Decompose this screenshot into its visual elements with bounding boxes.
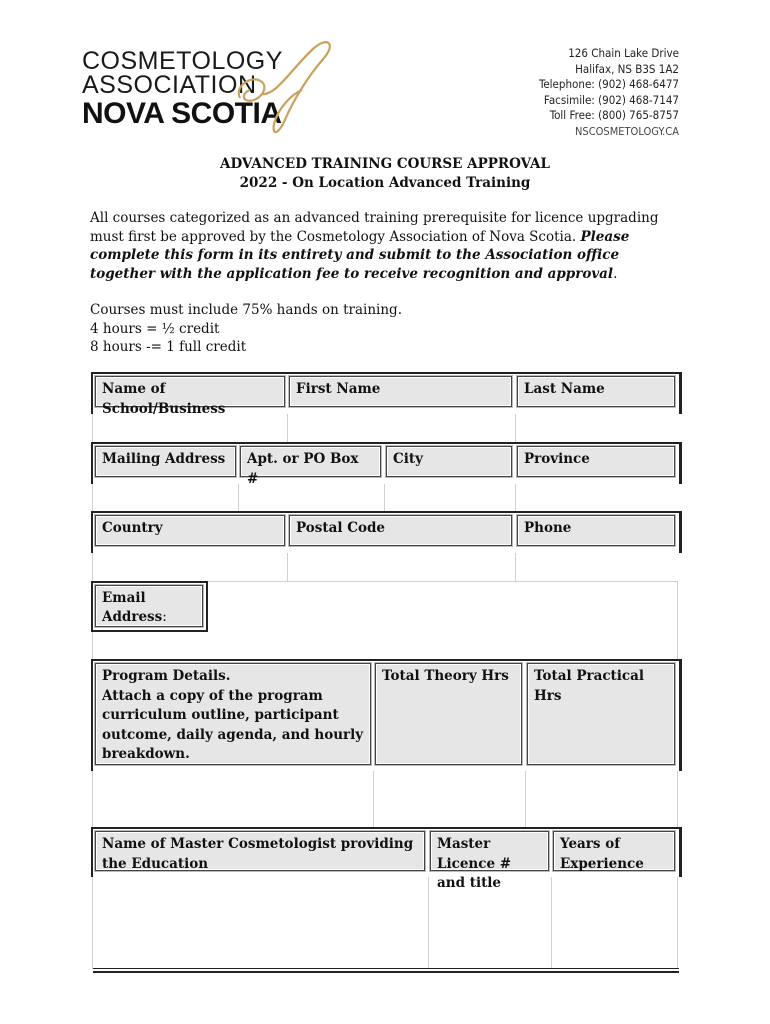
requirement-full-credit: 8 hours -= 1 full credit — [90, 339, 247, 356]
street: 126 Chain Lake Drive — [568, 46, 679, 60]
master-licence-label: Master Licence # and title — [430, 831, 549, 871]
country-label: Country — [95, 515, 285, 546]
total-theory-hrs-label: Total Theory Hrs — [375, 663, 522, 765]
phone-input[interactable] — [517, 553, 675, 581]
mailing-address-label: Mailing Address — [95, 446, 236, 477]
website[interactable]: NSCOSMETOLOGY.CA — [575, 124, 679, 138]
requirement-hands-on: Courses must include 75% hands on training. — [90, 302, 402, 318]
telephone: Telephone: (902) 468-6477 — [538, 77, 679, 91]
postal-code-input[interactable] — [289, 553, 513, 581]
email-input[interactable] — [212, 585, 674, 629]
intro-end: . — [613, 265, 618, 282]
email-label — [95, 585, 203, 627]
master-cosmetologist-label: Name of Master Cosmetologist providing the Education — [95, 831, 425, 871]
document-title — [0, 155, 770, 193]
country-input[interactable] — [95, 553, 285, 581]
total-practical-hrs-label: Total Practical Hrs — [527, 663, 675, 765]
association-address — [539, 46, 679, 139]
toll-free: Toll Free: (800) 765-8757 — [549, 108, 679, 122]
first-name-input[interactable] — [289, 414, 513, 442]
total-theory-hrs-input[interactable] — [375, 771, 523, 825]
master-cosmetologist-input[interactable] — [95, 877, 426, 967]
email-label-line-2: Address — [102, 609, 163, 625]
logo-script-of — [232, 38, 344, 138]
years-experience-input[interactable] — [553, 877, 675, 967]
city-input[interactable] — [386, 484, 513, 512]
apt-po-box-label: Apt. or PO Box # — [240, 446, 381, 477]
last-name-input[interactable] — [517, 414, 675, 442]
master-licence-input[interactable] — [430, 877, 549, 967]
association-logo — [82, 44, 342, 134]
postal-code-label: Postal Code — [289, 515, 512, 546]
total-practical-hrs-input[interactable] — [527, 771, 675, 825]
first-name-label: First Name — [289, 376, 512, 407]
requirement-half-credit: 4 hours = ½ credit — [90, 320, 220, 337]
province-input[interactable] — [517, 484, 675, 512]
years-experience-label: Years of Experience — [553, 831, 675, 871]
bottom-rule-2 — [93, 971, 679, 973]
logo-line-3: NOVA SCOTIA — [82, 97, 282, 130]
email-label-colon: : — [162, 609, 167, 625]
school-name-label: Name of School/Business — [95, 376, 285, 407]
logo-line-2: ASSOCIATION — [82, 71, 257, 99]
phone-label: Phone — [517, 515, 675, 546]
province-label: Province — [517, 446, 675, 477]
logo-line-1: COSMETOLOGY — [82, 47, 283, 75]
program-details-input[interactable] — [95, 771, 371, 825]
program-details-desc: Attach a copy of the program curriculum outline, participant outcome, daily agenda, and hourly breakdown. — [102, 687, 364, 763]
intro-paragraph — [90, 209, 680, 283]
intro-plain: All courses categorized as an advanced training prerequisite for licence upgrading must first be approved by the Cosmetology Association of Nova Scotia. — [90, 210, 659, 245]
city-label: City — [386, 446, 512, 477]
school-name-input[interactable] — [95, 414, 285, 442]
title-line-1: ADVANCED TRAINING COURSE APPROVAL — [219, 156, 551, 172]
program-details-label — [95, 663, 371, 765]
email-label-line-1: Email — [102, 590, 146, 606]
program-details-title: Program Details. — [102, 668, 231, 684]
facsimile: Facsimile: (902) 468-7147 — [543, 92, 679, 107]
title-line-2: 2022 - On Location Advanced Training — [239, 175, 531, 191]
mailing-address-input[interactable] — [95, 484, 236, 512]
apt-po-box-input[interactable] — [240, 484, 382, 512]
intro-emphasis: Please complete this form in its entirety and submit to the Association office together with the application fee to receive recognition and approval — [90, 228, 630, 282]
bottom-rule-1 — [93, 968, 679, 969]
last-name-label: Last Name — [517, 376, 675, 407]
requirements — [90, 301, 402, 357]
city-postal: Halifax, NS B3S 1A2 — [575, 61, 679, 76]
